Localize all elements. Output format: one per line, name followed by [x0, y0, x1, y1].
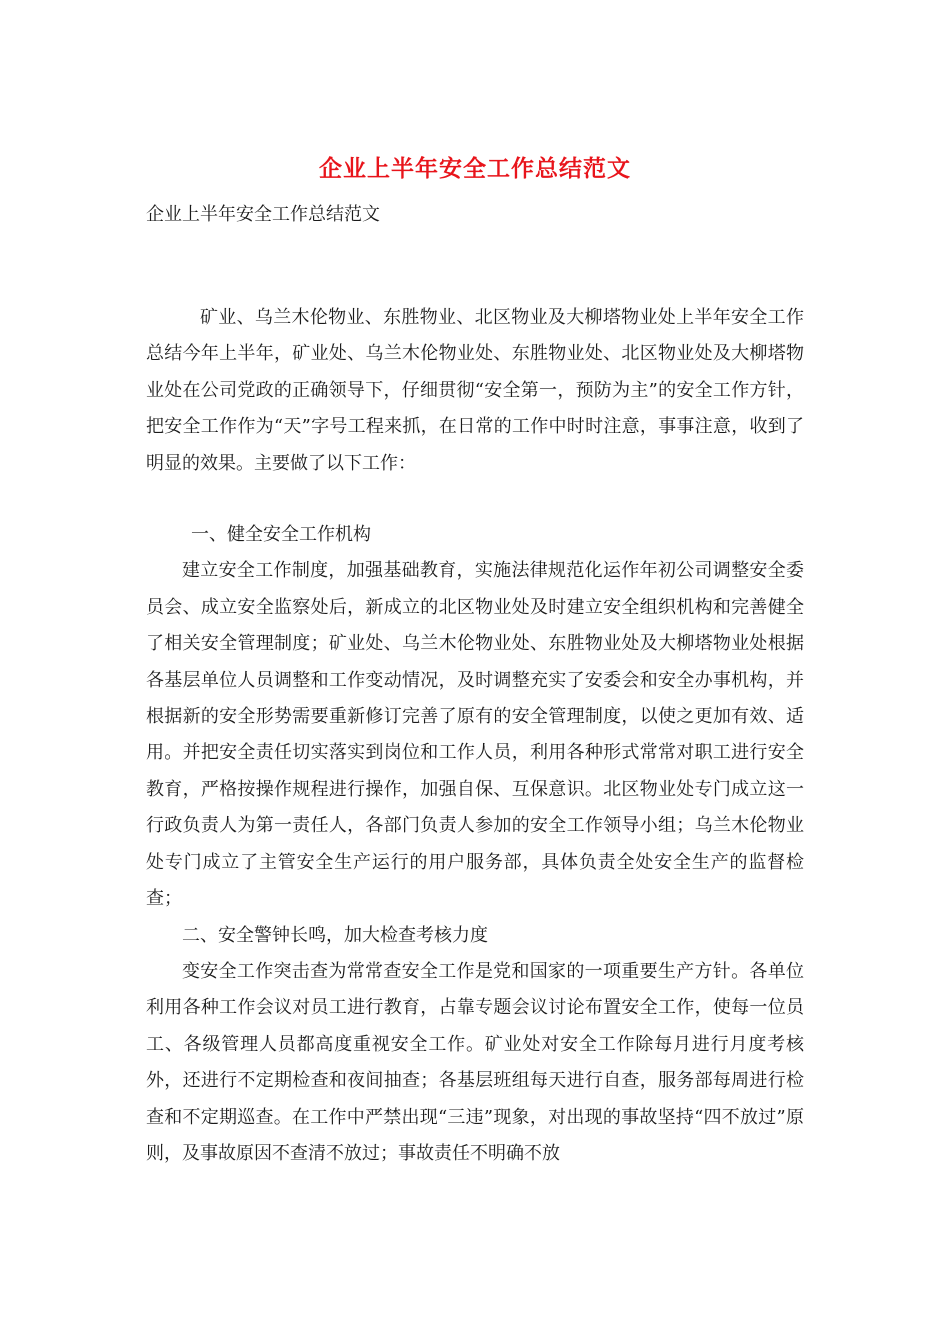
section-2-heading: 二、安全警钟长鸣，加大检查考核力度 — [182, 924, 488, 946]
intro-paragraph: 矿业、乌兰木伦物业、东胜物业、北区物业及大柳塔物业处上半年安全工作总结今年上半年，矿业处、乌兰木伦物业处、东胜物业处、北区物业处及大柳塔物业处在公司党政的正确领导下，仔细贯彻“安全第一，预防为主”的安全工作方针，把安全工作作为“天”字号工程来抓，在日常的工作中时时注意，事事注意，收到了明显的效果。主要做了以下工作： — [146, 307, 804, 474]
document-subtitle: 企业上半年安全工作总结范文 — [146, 204, 380, 225]
section-1-paragraph: 建立安全工作制度，加强基础教育，实施法律规范化运作年初公司调整安全委员会、成立安全监察处后，新成立的北区物业处及时建立安全组织机构和完善健全了相关安全管理制度；矿业处、乌兰木伦物业处、东胜物业处及大柳塔物业处根据各基层单位人员调整和工作变动情况，及时调整充实了安委会和安全办事机构，并根据新的安全形势需要重新修订完善了原有的安全管理制度，以使之更加有效、适用。并把安全责任切实落实到岗位和工作人员，利用各种形式常常对职工进行安全教育，严格按操作规程进行操作，加强自保、互保意识。北区物业处专门成立这一行政负责人为第一责任人，各部门负责人参加的安全工作领导小组；乌兰木伦物业处专门成立了主管安全生产运行的用户服务部，具体负责全处安全生产的监督检查； — [146, 560, 804, 910]
section-2-paragraph: 变安全工作突击查为常常查安全工作是党和国家的一项重要生产方针。各单位利用各种工作会议对员工进行教育，占靠专题会议讨论布置安全工作，使每一位员工、各级管理人员都高度重视安全工作。矿业处对安全工作除每月进行月度考核外，还进行不定期检查和夜间抽查；各基层班组每天进行自查，服务部每周进行检查和不定期巡查。在工作中严禁出现“三违”现象，对出现的事故坚持“四不放过”原则，及事故原因不查清不放过；事故责任不明确不放 — [146, 960, 804, 1164]
document-title: 企业上半年安全工作总结范文 — [319, 155, 631, 182]
document-body — [146, 300, 804, 1172]
paragraph-gap — [146, 482, 804, 517]
section-1-heading: 一、健全安全工作机构 — [191, 524, 371, 546]
